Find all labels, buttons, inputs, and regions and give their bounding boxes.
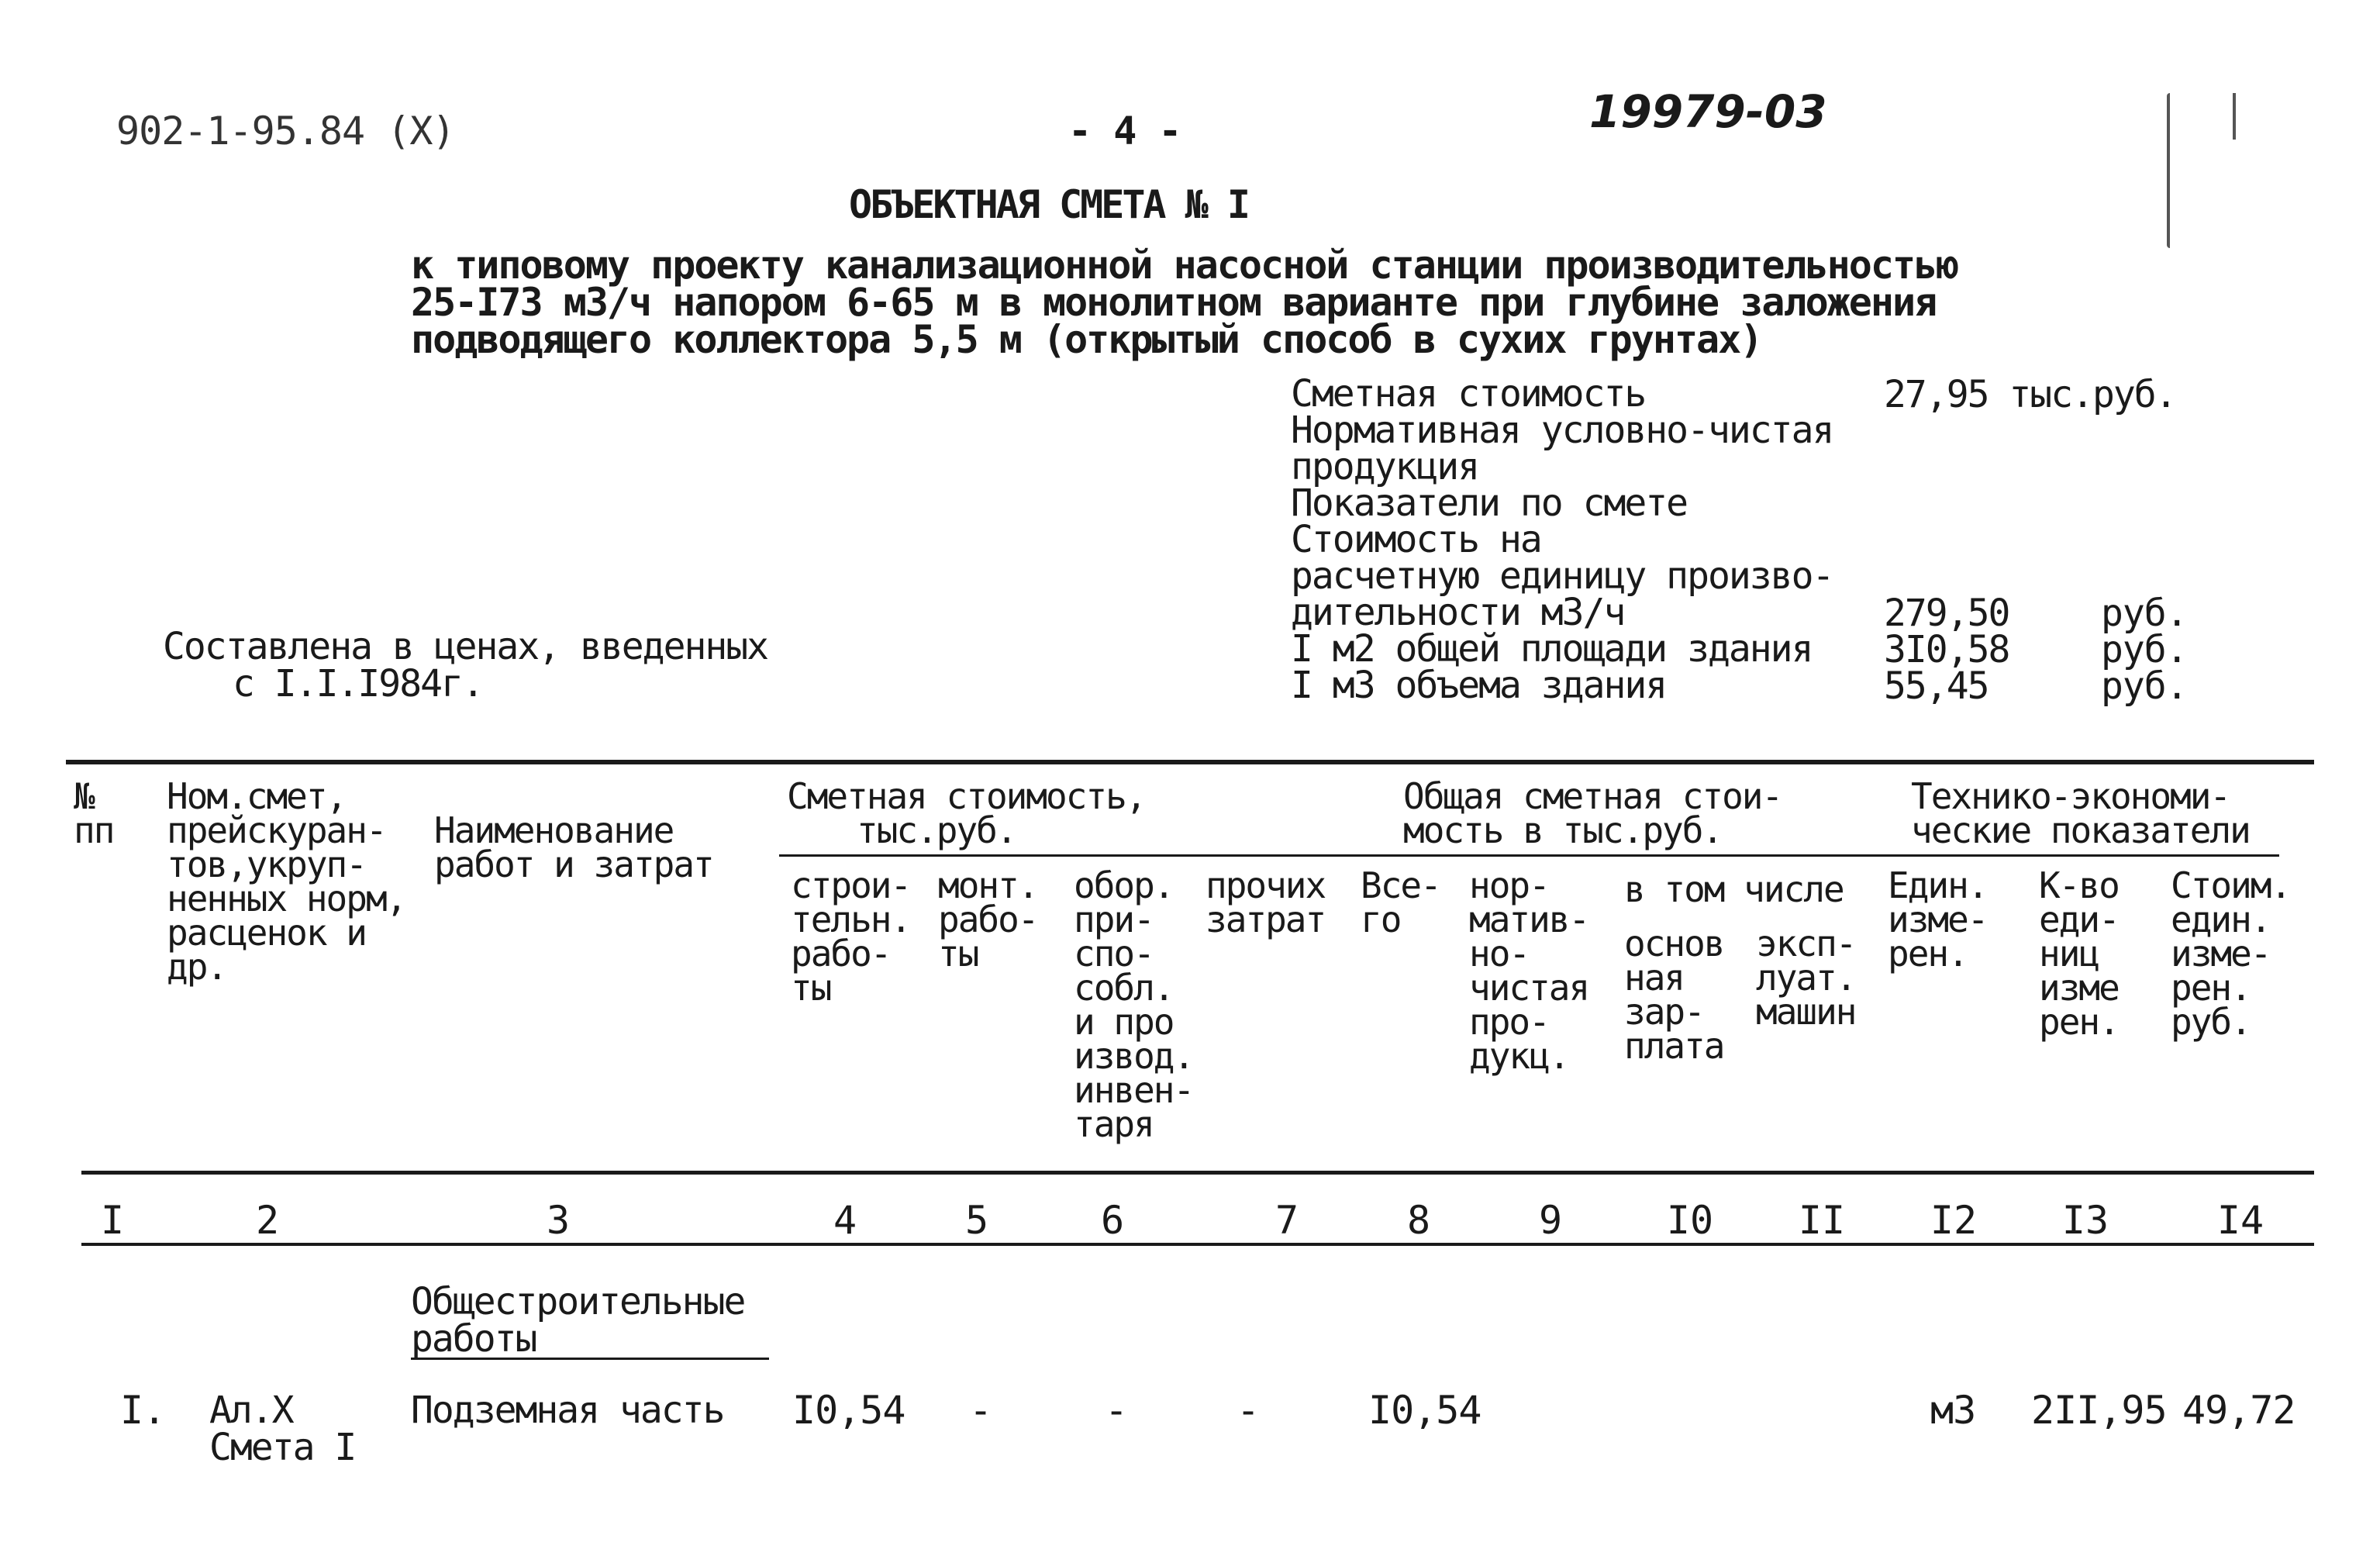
header-col-qty: К-во еди- ниц изме рен. [2039, 864, 2119, 1043]
currency-label: руб. [2101, 664, 2188, 708]
subtitle-line: подводящего коллектора 5,5 м (открытый способ в сухих грунтах) [411, 317, 1762, 362]
summary-label: расчетную единицу произво- [1291, 554, 1833, 598]
column-number: 2 [255, 1198, 280, 1243]
column-number: I2 [1930, 1198, 1978, 1243]
page-title: ОБЪЕКТНАЯ СМЕТА № I [849, 182, 1248, 227]
summary-label: Нормативная условно-чистая [1291, 409, 1833, 452]
summary-label: Стоимость на [1291, 518, 1541, 561]
header-col-build: строи- тельн. рабо- ты [791, 864, 911, 1009]
header-bottom-rule [81, 1171, 2314, 1175]
table-top-rule [66, 760, 2314, 764]
document-code: 902-1-95.84 (X) [116, 109, 455, 154]
row-equip-cost: - [1105, 1388, 1128, 1433]
header-col-num: № пп [74, 775, 114, 851]
column-numbers-rule [81, 1243, 2314, 1246]
column-number: 9 [1538, 1198, 1563, 1243]
summary-label: I м3 объема здания [1291, 664, 1667, 707]
page-number: - 4 - [1068, 109, 1181, 154]
row-build-cost: I0,54 [792, 1388, 905, 1433]
margin-tick-mark [2233, 93, 2236, 140]
header-col-unit-cost: Стоим. един. изме- рен. руб. [2171, 864, 2291, 1043]
column-number: 8 [1406, 1198, 1431, 1243]
row-number: I. [120, 1388, 166, 1433]
header-group-total: Общая сметная стои- мость в тыс.руб. [1403, 775, 1782, 851]
header-incl-label: в том числе [1624, 868, 1844, 910]
per-unit-value: 279,50 [1884, 592, 2009, 635]
header-group-rule [779, 854, 2279, 857]
prices-note-line: Составлена в ценах, введенных [163, 625, 768, 668]
prices-note-line: с I.I.I984г. [233, 662, 483, 706]
column-number: II [1798, 1198, 1846, 1243]
column-number: I4 [2216, 1198, 2264, 1243]
header-col-equip: обор. при- спо- собл. и про извод. инвен- таря [1074, 864, 1194, 1145]
estimated-cost-value: 27,95 тыс.руб. [1884, 373, 2176, 416]
row-unit: м3 [1930, 1388, 1976, 1433]
subtitle-line: 25-I73 м3/ч напором 6-65 м в монолитном варианте при глубине заложения [411, 280, 1937, 325]
row-qty: 2II,95 [2031, 1388, 2167, 1433]
handwritten-number: 19979-03 [1589, 85, 1827, 138]
header-col-other: прочих затрат [1206, 864, 1326, 940]
summary-label: I м2 общей площади здания [1291, 627, 1813, 671]
header-group-cost: Сметная стоимость, тыс.руб. [787, 775, 1146, 851]
header-col-unit: Един. изме- рен. [1888, 864, 1988, 975]
column-number: I [100, 1198, 125, 1243]
column-number: 4 [833, 1198, 857, 1243]
column-number: I0 [1666, 1198, 1714, 1243]
margin-bracket-mark [2167, 93, 2170, 248]
row-name: Подземная часть [411, 1389, 724, 1432]
currency-label: руб. [2101, 592, 2188, 635]
summary-label: Сметная стоимость [1291, 372, 1646, 416]
per-m2-value: 3I0,58 [1884, 628, 2009, 671]
column-number: 3 [546, 1198, 571, 1243]
header-col-mount: монт. рабо- ты [938, 864, 1038, 975]
per-m3-value: 55,45 [1884, 664, 1989, 708]
row-mount-cost: - [969, 1388, 992, 1433]
header-col-total: Все- го [1361, 864, 1440, 940]
row-ref: Ал.Х Смета I [209, 1389, 356, 1469]
prices-note [163, 625, 768, 706]
section-title: Общестроительные работы [411, 1283, 769, 1360]
summary-labels [1291, 372, 1833, 707]
column-number: 6 [1100, 1198, 1125, 1243]
column-number: 5 [964, 1198, 989, 1243]
row-unit-cost: 49,72 [2182, 1388, 2295, 1433]
column-number: I3 [2061, 1198, 2109, 1243]
subtitle [411, 243, 1958, 362]
column-number: 7 [1275, 1198, 1299, 1243]
row-other-cost: - [1237, 1388, 1260, 1433]
summary-label: продукция [1291, 445, 1479, 488]
summary-label: дительности м3/ч [1291, 591, 1625, 634]
header-col-wages: основ ная зар- плата [1624, 923, 1724, 1067]
header-group-tech: Технико-экономи- ческие показатели [1911, 775, 2250, 851]
summary-label: Показатели по смете [1291, 481, 1688, 525]
header-col-name: Наименование работ и затрат [434, 809, 713, 885]
header-col-machines: эксп- луат. машин [1756, 923, 1856, 1033]
header-col-normative: нор- матив- но- чистая про- дукц. [1469, 864, 1589, 1077]
currency-label: руб. [2101, 628, 2188, 671]
row-total-cost: I0,54 [1368, 1388, 1481, 1433]
subtitle-line: к типовому проекту канализационной насосной станции производительностью [411, 243, 1958, 288]
header-col-ref: Ном.смет, прейскуран- тов,укруп- ненных норм, расценок и др. [167, 775, 406, 988]
